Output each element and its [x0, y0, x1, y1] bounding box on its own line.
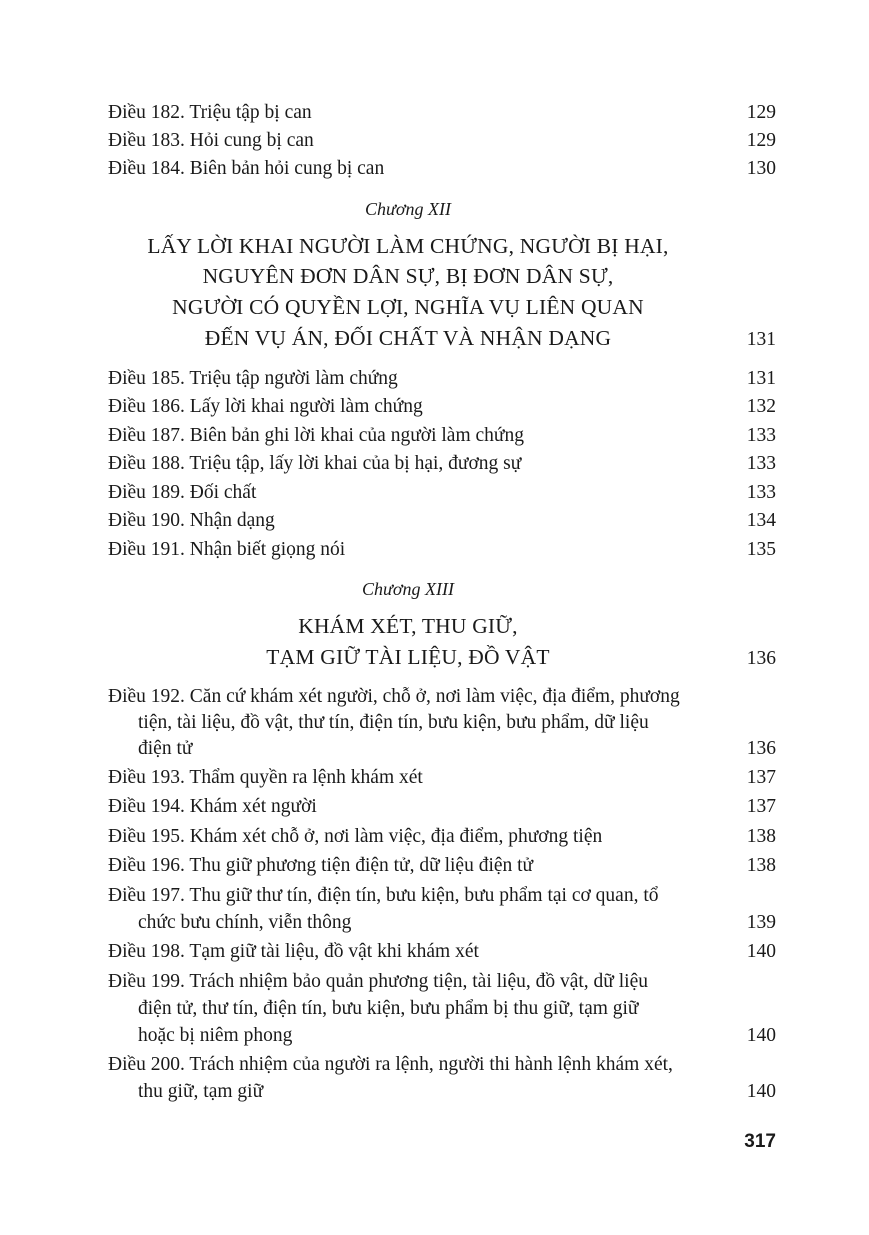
toc-entry-text: Điều 192. Căn cứ khám xét người, chỗ ở, nơi làm việc, địa điểm, phương: [108, 686, 680, 707]
toc-entry-text: Điều 183. Hỏi cung bị can: [108, 130, 314, 151]
toc-entry-text: Điều 193. Thẩm quyền ra lệnh khám xét: [108, 767, 423, 788]
toc-entry-page: 136: [746, 738, 776, 759]
toc-entry-page: 138: [746, 826, 776, 847]
chapter-title-line: ĐẾN VỤ ÁN, ĐỐI CHẤT VÀ NHẬN DẠNG: [204, 326, 612, 350]
toc-entry: [108, 793, 776, 821]
toc-entry-text: Điều 200. Trách nhiệm của người ra lệnh, người thi hành lệnh khám xét,: [108, 1054, 673, 1075]
chapter-title-line: NGƯỜI CÓ QUYỀN LỢI, NGHĨA VỤ LIÊN QUAN: [172, 295, 644, 319]
page-number: 317: [744, 1131, 776, 1152]
toc-entry: [108, 968, 776, 996]
toc-entry-text: Điều 182. Triệu tập bị can: [108, 102, 312, 123]
toc-entry-text: tiện, tài liệu, đồ vật, thư tín, điện tín, bưu kiện, bưu phẩm, dữ liệu: [138, 712, 649, 733]
toc-entry-text: Điều 191. Nhận biết giọng nói: [108, 539, 346, 560]
toc-entry-page: 131: [746, 368, 776, 389]
toc-entry-page: 140: [746, 1025, 776, 1046]
toc-entry: [108, 99, 776, 127]
toc-entry-continuation: [138, 1022, 776, 1050]
toc-entry-continuation: [138, 709, 776, 737]
chapter-page: 131: [746, 329, 776, 350]
toc-entry-page: 139: [746, 912, 776, 933]
chapter-title-line: NGUYÊN ĐƠN DÂN SỰ, BỊ ĐƠN DÂN SỰ,: [202, 264, 614, 288]
toc-entry-continuation: [138, 909, 776, 937]
toc-entry-page: 135: [746, 539, 776, 560]
toc-entry: [108, 365, 776, 393]
toc-entry: [108, 127, 776, 155]
toc-entry-text: Điều 197. Thu giữ thư tín, điện tín, bưu kiện, bưu phẩm tại cơ quan, tổ: [108, 885, 659, 906]
toc-entry: [108, 683, 776, 711]
toc-entry-text: Điều 199. Trách nhiệm bảo quản phương tiện, tài liệu, đồ vật, dữ liệu: [108, 971, 648, 992]
toc-entry-page: 129: [746, 130, 776, 151]
toc-entry-text: Điều 186. Lấy lời khai người làm chứng: [108, 396, 423, 417]
toc-entry-page: 138: [746, 855, 776, 876]
toc-entry-page: 133: [746, 425, 776, 446]
chapter-label: Chương XIII: [362, 579, 454, 599]
toc-entry-text: Điều 196. Thu giữ phương tiện điện tử, dữ liệu điện tử: [108, 855, 534, 876]
toc-entry-text: điện tử, thư tín, điện tín, bưu kiện, bưu phẩm bị thu giữ, tạm giữ: [138, 998, 639, 1019]
toc-entry-text: Điều 190. Nhận dạng: [108, 510, 275, 531]
toc-entry-page: 133: [746, 453, 776, 474]
toc-entry-text: chức bưu chính, viễn thông: [138, 912, 352, 933]
toc-entry: [108, 852, 776, 880]
toc-entry-page: 140: [746, 941, 776, 962]
toc-entry-text: Điều 189. Đối chất: [108, 482, 257, 503]
toc-entry-page: 133: [746, 482, 776, 503]
toc-entry: [108, 479, 776, 507]
toc-entry-text: thu giữ, tạm giữ: [138, 1081, 264, 1102]
toc-entry: [108, 1051, 776, 1079]
toc-entry-page: 140: [746, 1081, 776, 1102]
toc-entry: [108, 882, 776, 910]
chapter-title-line: TẠM GIỮ TÀI LIỆU, ĐỒ VẬT: [266, 645, 550, 669]
toc-entry-text: Điều 187. Biên bản ghi lời khai của người làm chứng: [108, 425, 524, 446]
toc-entry-text: Điều 184. Biên bản hỏi cung bị can: [108, 158, 385, 179]
toc-entry-text: Điều 195. Khám xét chỗ ở, nơi làm việc, địa điểm, phương tiện: [108, 826, 603, 847]
chapter-title-line: KHÁM XÉT, THU GIỮ,: [298, 614, 518, 638]
toc-entry: [108, 422, 776, 450]
toc-entry: [108, 507, 776, 535]
toc-entry: [108, 155, 776, 183]
toc-entry-text: Điều 194. Khám xét người: [108, 796, 317, 817]
toc-entry: [108, 823, 776, 851]
toc-entry-text: hoặc bị niêm phong: [138, 1025, 293, 1046]
toc-entry-page: 134: [746, 510, 776, 531]
toc-entry-text: Điều 188. Triệu tập, lấy lời khai của bị hại, đương sự: [108, 453, 522, 474]
toc-entry-continuation: [138, 735, 776, 763]
toc-entry-text: điện tử: [138, 738, 193, 759]
chapter-title-line: LẤY LỜI KHAI NGƯỜI LÀM CHỨNG, NGƯỜI BỊ HẠI,: [147, 234, 669, 258]
toc-entry-page: 129: [746, 102, 776, 123]
toc-entry-text: Điều 185. Triệu tập người làm chứng: [108, 368, 398, 389]
toc-entry: [108, 450, 776, 478]
chapter-label: Chương XII: [365, 199, 451, 219]
toc-entry-text: Điều 198. Tạm giữ tài liệu, đồ vật khi khám xét: [108, 941, 479, 962]
toc-entry-page: 137: [746, 767, 776, 788]
toc-entry-continuation: [138, 995, 776, 1023]
toc-entry-page: 130: [746, 158, 776, 179]
toc-entry-continuation: [138, 1078, 776, 1106]
chapter-page: 136: [746, 648, 776, 669]
toc-entry: [108, 764, 776, 792]
toc-entry: [108, 938, 776, 966]
toc-entry: [108, 393, 776, 421]
toc-entry: [108, 536, 776, 564]
toc-entry-page: 132: [746, 396, 776, 417]
toc-entry-page: 137: [746, 796, 776, 817]
